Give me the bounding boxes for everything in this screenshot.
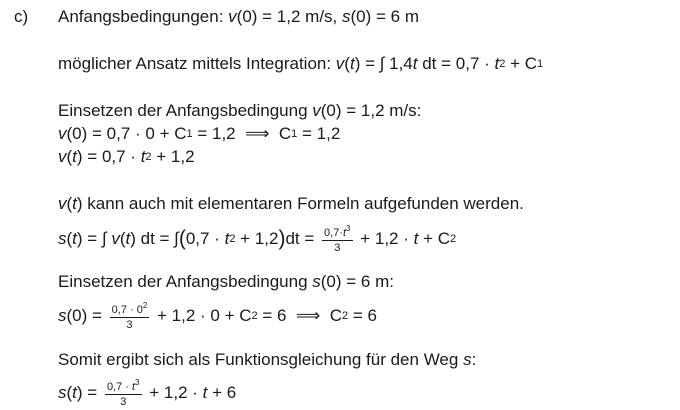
exponent: 3	[346, 224, 351, 233]
position-integral-line	[58, 223, 456, 254]
text: = 6	[348, 305, 377, 325]
text: + 1,2	[235, 228, 279, 248]
solve-c2-line	[58, 300, 377, 331]
exponent: 2	[145, 151, 152, 163]
text: + 1,2 ·	[355, 228, 414, 248]
text: (0) = 0,7 · 0 + C	[66, 124, 187, 143]
part-label: c)	[14, 7, 29, 26]
var-v: v	[58, 194, 67, 213]
text: Somit ergibt sich als Funktionsgleichung für den Weg	[58, 350, 464, 369]
text: (	[344, 54, 350, 73]
text: Anfangsbedingungen:	[58, 7, 229, 26]
text: = 1,2	[297, 124, 341, 143]
fraction-denominator: 3	[334, 242, 341, 254]
open-paren: (	[178, 226, 186, 250]
var-t: t	[494, 54, 500, 73]
var-v: v	[312, 101, 321, 120]
substitute-v-heading	[58, 101, 421, 121]
subscript: 1	[537, 58, 544, 70]
fraction-numerator	[105, 377, 142, 395]
text: Einsetzen der Anfangsbedingung	[58, 272, 313, 291]
fraction-denominator: 3	[120, 396, 127, 408]
text: (	[66, 228, 73, 248]
var-t: t	[413, 228, 419, 248]
integration-approach-line	[58, 54, 543, 74]
text: (0) = 6 m:	[320, 272, 394, 291]
text: = 6 ⟹ C	[257, 305, 343, 325]
var-v: v	[228, 7, 237, 26]
text: + 1,2	[151, 147, 195, 166]
text: dt = 0,7 ·	[417, 54, 495, 73]
close-paren: )	[278, 226, 286, 250]
subscript: 1	[186, 128, 193, 140]
text: (	[66, 382, 73, 402]
text: + 1,2 · 0 + C	[152, 305, 252, 325]
fraction	[110, 300, 150, 331]
var-t: t	[132, 381, 136, 393]
fraction	[105, 377, 142, 408]
text: (0) = 1,2 m/s,	[236, 7, 342, 26]
fraction	[322, 223, 352, 254]
text: 0,7 ·	[106, 381, 133, 393]
var-t: t	[125, 228, 131, 248]
text: 0,7 ·	[185, 228, 225, 248]
text: ) dt = ∫	[130, 228, 179, 248]
exponent: 2	[229, 232, 236, 245]
initial-conditions-line	[58, 7, 419, 27]
text: + 6	[207, 382, 237, 402]
text: + C	[505, 54, 538, 73]
var-s: s	[58, 382, 67, 402]
var-s: s	[58, 305, 67, 325]
subscript: 1	[291, 128, 298, 140]
var-t: t	[202, 382, 208, 402]
var-s: s	[342, 7, 351, 26]
text: 0,7 · 0	[111, 304, 143, 316]
var-t: t	[342, 227, 347, 239]
var-v: v	[58, 147, 67, 166]
subscript: 2	[450, 232, 457, 245]
var-t: t	[140, 147, 146, 166]
var-t: t	[349, 54, 355, 73]
exponent: 2	[142, 301, 148, 310]
text: (0) =	[66, 305, 107, 325]
text: ) = 0,7 ·	[76, 147, 141, 166]
exponent: 3	[135, 378, 140, 387]
conclusion-heading	[58, 350, 476, 370]
text: ) = ∫	[76, 228, 112, 248]
fraction-numerator	[110, 300, 150, 318]
text: dt =	[285, 228, 320, 248]
text: (0) = 6 m	[350, 7, 419, 26]
text: ) kann auch mit elementaren Formeln aufgefunden werden.	[76, 194, 524, 213]
text: 0,7·	[324, 227, 343, 239]
var-t: t	[224, 228, 230, 248]
text: (0) = 1,2 m/s:	[320, 101, 422, 120]
var-t: t	[72, 228, 77, 248]
var-t: t	[412, 54, 418, 73]
solve-c1-line	[58, 124, 340, 144]
text: (	[119, 228, 126, 248]
var-t: t	[72, 194, 77, 213]
exponent: 2	[499, 58, 506, 70]
text: (	[66, 194, 73, 213]
text: + C	[418, 228, 451, 248]
text: :	[471, 350, 477, 369]
velocity-function-line	[58, 147, 195, 167]
text: = 1,2 ⟹ C	[192, 124, 292, 143]
var-s: s	[463, 350, 472, 369]
fraction-denominator: 3	[126, 319, 133, 331]
text: (	[66, 147, 73, 166]
var-s: s	[312, 272, 321, 291]
var-v: v	[111, 228, 120, 248]
fraction-numerator	[322, 223, 352, 241]
elementary-formulas-note	[58, 194, 524, 214]
var-t: t	[72, 147, 77, 166]
text: ) = ∫ 1,4	[354, 54, 413, 73]
subscript: 2	[342, 309, 349, 322]
text: ) =	[76, 382, 102, 402]
substitute-s-heading	[58, 272, 394, 292]
var-t: t	[72, 382, 77, 402]
text: + 1,2 ·	[144, 382, 203, 402]
var-v: v	[335, 54, 345, 73]
position-function-line	[58, 377, 236, 408]
var-s: s	[58, 228, 67, 248]
text: möglicher Ansatz mittels Integration:	[58, 54, 336, 73]
var-v: v	[58, 124, 67, 143]
subscript: 2	[251, 309, 258, 322]
text: Einsetzen der Anfangsbedingung	[58, 101, 313, 120]
